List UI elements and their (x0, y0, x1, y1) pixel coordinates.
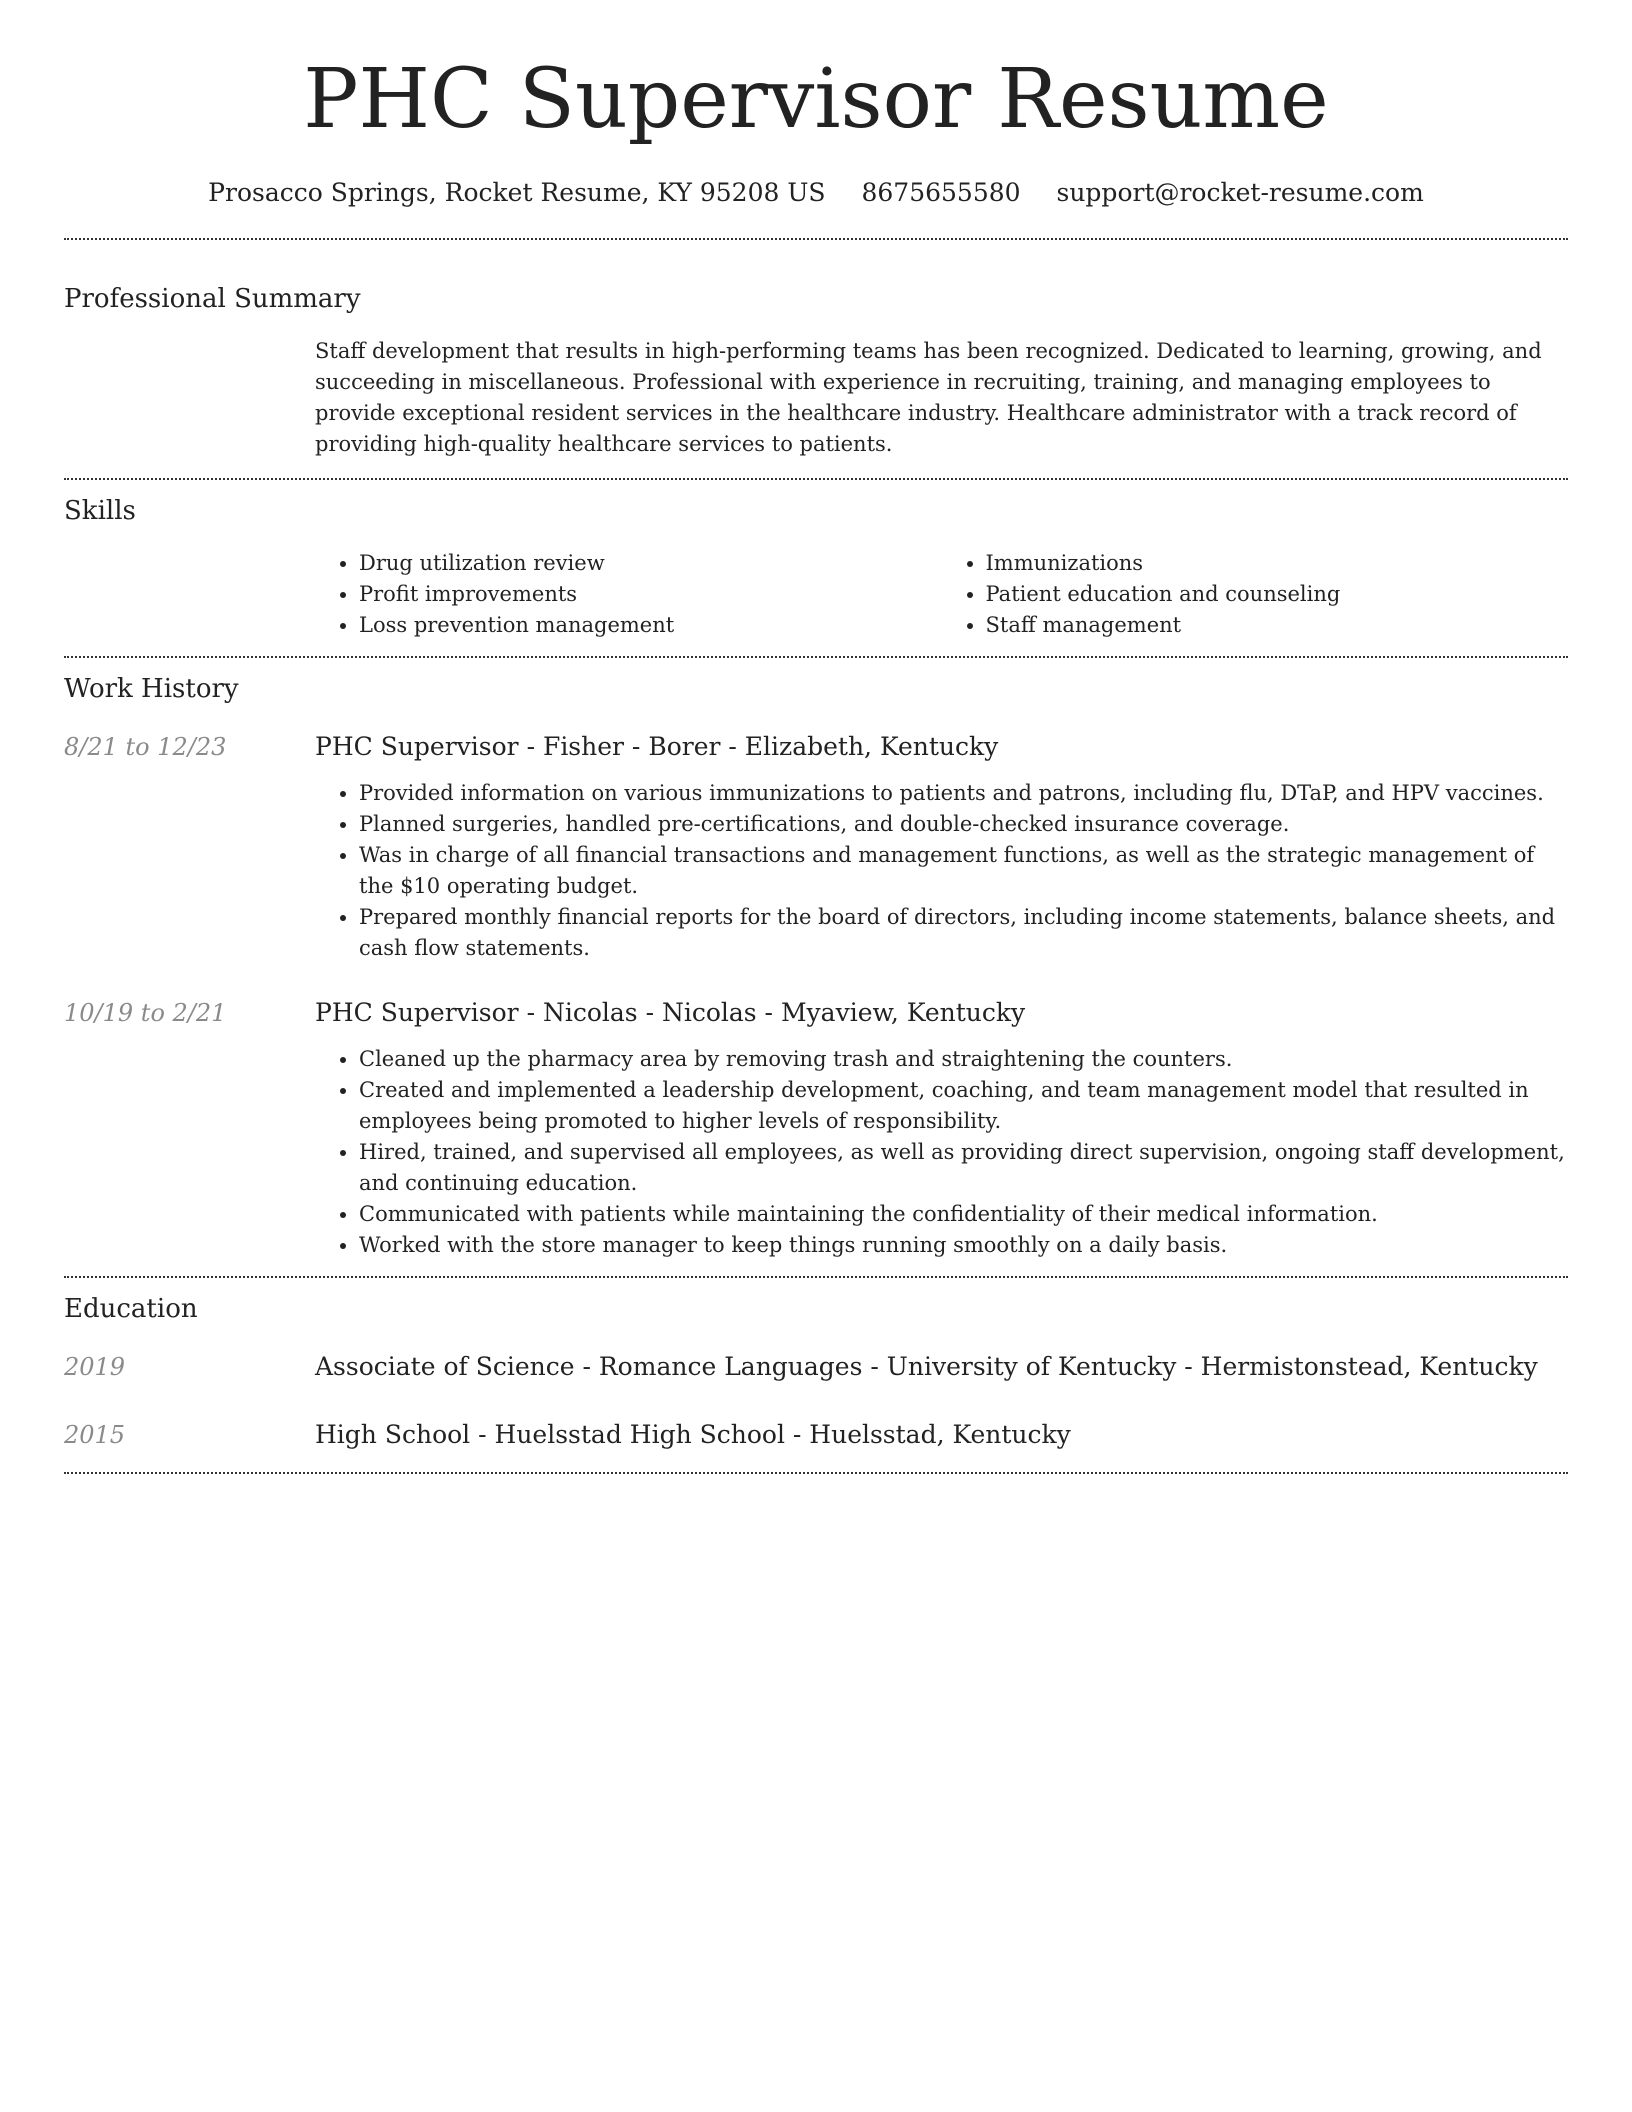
bottom-divider (64, 1472, 1568, 1474)
skill-item: • Staff management (986, 610, 1569, 641)
skills-heading: Skills (64, 496, 136, 526)
education-detail: Associate of Science - Romance Languages - University of Kentucky - Hermistonstead, Kentucky (315, 1352, 1538, 1381)
summary-heading: Professional Summary (64, 284, 361, 314)
job-bullets (315, 1044, 1568, 1261)
job-dates: 10/19 to 2/21 (64, 999, 227, 1027)
job-entry (64, 996, 1568, 1261)
job-bullet: • Communicated with patients while maintaining the confidentiality of their medical information. (359, 1199, 1568, 1230)
work-history-section (64, 656, 1568, 1261)
education-heading: Education (64, 1294, 198, 1324)
summary-section (64, 238, 1568, 460)
education-year: 2015 (64, 1421, 126, 1449)
skill-item: • Loss prevention management (359, 610, 942, 641)
skills-list-right (942, 548, 1569, 641)
contact-email: support@rocket-resume.com (1056, 178, 1424, 207)
summary-text: Staff development that results in high-performing teams has been recognized. Dedicated to learning, growing, and succeeding in miscellaneous. Professional with experience in recruiting, training, and managing employees to provide exceptional resident services in the healthcare industry. Healthcare administrator with a track record of providing high-quality healthcare services to patients. (315, 339, 1542, 456)
skills-list-left (315, 548, 942, 641)
job-bullet: • Prepared monthly financial reports for the board of directors, including income statements, balance sheets, and cash flow statements. (359, 902, 1568, 964)
education-entry (64, 1350, 1568, 1384)
job-dates: 8/21 to 12/23 (64, 733, 227, 761)
job-bullet: • Hired, trained, and supervised all employees, as well as providing direct supervision, ongoing staff development, and continuing education. (359, 1137, 1568, 1199)
contact-line (64, 176, 1568, 210)
skills-section (64, 478, 1568, 641)
resume-header (64, 52, 1568, 210)
education-entry (64, 1418, 1568, 1452)
skill-item: • Drug utilization review (359, 548, 942, 579)
contact-phone: 8675655580 (861, 178, 1021, 207)
education-section (64, 1276, 1568, 1452)
job-title: PHC Supervisor - Fisher - Borer - Elizabeth, Kentucky (315, 732, 999, 761)
job-bullet: • Created and implemented a leadership development, coaching, and team management model that resulted in employees being promoted to higher levels of responsibility. (359, 1075, 1568, 1137)
skill-item: • Immunizations (986, 548, 1569, 579)
skill-item: • Profit improvements (359, 579, 942, 610)
skill-item: • Patient education and counseling (986, 579, 1569, 610)
work-history-heading: Work History (64, 674, 239, 704)
education-year: 2019 (64, 1353, 126, 1381)
job-bullet: • Cleaned up the pharmacy area by removing trash and straightening the counters. (359, 1044, 1568, 1075)
resume-title: PHC Supervisor Resume (303, 52, 1329, 147)
job-bullets (315, 778, 1568, 964)
contact-address: Prosacco Springs, Rocket Resume, KY 95208 US (208, 178, 826, 207)
job-entry (64, 730, 1568, 964)
job-bullet: • Worked with the store manager to keep things running smoothly on a daily basis. (359, 1230, 1568, 1261)
job-bullet: • Planned surgeries, handled pre-certifications, and double-checked insurance coverage. (359, 809, 1568, 840)
education-detail: High School - Huelsstad High School - Huelsstad, Kentucky (315, 1420, 1071, 1449)
skills-grid (315, 548, 1568, 641)
job-title: PHC Supervisor - Nicolas - Nicolas - Myaview, Kentucky (315, 998, 1026, 1027)
job-bullet: • Was in charge of all financial transactions and management functions, as well as the strategic management of the $10 operating budget. (359, 840, 1568, 902)
job-bullet: • Provided information on various immunizations to patients and patrons, including flu, DTaP, and HPV vaccines. (359, 778, 1568, 809)
